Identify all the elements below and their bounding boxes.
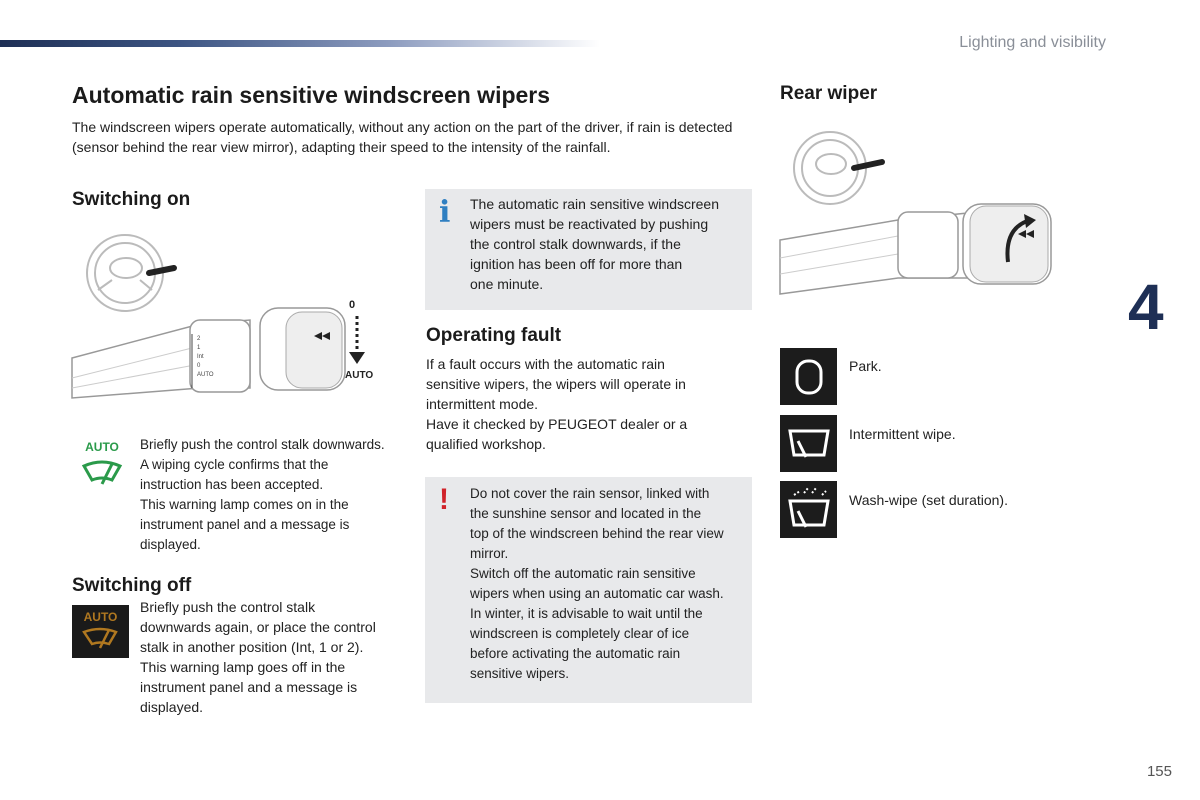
page-number: 155 bbox=[1146, 763, 1172, 780]
auto-lamp-off-label: AUTO bbox=[83, 610, 118, 624]
stalk-pos-2: 2 bbox=[197, 336, 201, 342]
switching-on-heading: Switching on bbox=[72, 189, 191, 210]
info-text: The automatic rain sensitive windscreen wipers must be reactivated by pushing the control stalk downwards, if the ignition has been off for more than one minute. bbox=[470, 196, 720, 292]
auto-lamp-label: AUTO bbox=[85, 440, 119, 454]
intermittent-wipe-icon bbox=[780, 415, 837, 472]
switching-on-text: Briefly push the control stalk downwards. A wiping cycle confirms that the instruction has been accepted. This warning lamp comes on in the instrument panel and a message is displayed. bbox=[140, 437, 385, 552]
intermittent-wipe-label: Intermittent wipe. bbox=[849, 426, 956, 442]
switching-off-heading: Switching off bbox=[72, 575, 192, 596]
front-wiper-stalk-illustration bbox=[70, 228, 410, 408]
rear-wiper-stalk-illustration bbox=[778, 128, 1058, 300]
rear-wiper-heading: Rear wiper bbox=[780, 83, 878, 104]
stalk-pos-int: Int bbox=[197, 354, 204, 360]
stalk-zero-label: 0 bbox=[349, 299, 356, 311]
operating-fault-heading: Operating fault bbox=[426, 325, 562, 346]
park-label: Park. bbox=[849, 358, 882, 374]
wash-wipe-icon bbox=[780, 481, 837, 538]
auto-wiper-lamp-off bbox=[72, 605, 129, 658]
operating-fault-text: If a fault occurs with the automatic rain sensitive wipers, the wipers will operate in intermittent mode. Have it checked by PEUGEOT dealer or a qualified workshop. bbox=[426, 356, 688, 452]
stalk-pos-1: 1 bbox=[197, 345, 201, 351]
section-title: Lighting and visibility bbox=[959, 34, 1106, 51]
stalk-pos-0: 0 bbox=[197, 363, 201, 369]
stalk-auto-label: AUTO bbox=[345, 370, 374, 381]
intro-paragraph: The windscreen wipers operate automatically, without any action on the part of the driver, if rain is detected (sensor behind the rear view mirror), adapting their speed to the intensity of the rainfall. bbox=[72, 119, 733, 155]
switching-off-text: Briefly push the control stalk downwards again, or place the control stalk in another position (Int, 1 or 2). This warning lamp goes off in the instrument panel and a message is displayed. bbox=[140, 599, 376, 715]
wash-wipe-label: Wash-wipe (set duration). bbox=[849, 492, 1008, 508]
auto-wiper-lamp-on bbox=[78, 440, 126, 498]
chapter-number: 4 bbox=[1128, 271, 1164, 343]
info-icon: i bbox=[439, 195, 451, 230]
wiper-icon bbox=[78, 454, 126, 492]
park-icon bbox=[780, 348, 837, 405]
warning-icon: ! bbox=[439, 483, 449, 516]
warning-text: Do not cover the rain sensor, linked with the sunshine sensor and located in the top of the windscreen behind the rear view mirror. Switch off the automatic rain sensitive wipers when using an automatic car wash. In winter, it is advisable to wait until the windscreen is completely clear of ice before activating the automatic rain sensitive wipers. bbox=[470, 486, 724, 681]
stalk-pos-auto: AUTO bbox=[197, 372, 214, 378]
warning-box bbox=[425, 477, 752, 703]
page-title: Automatic rain sensitive windscreen wipers bbox=[72, 82, 551, 108]
header-accent-bar bbox=[0, 40, 600, 47]
info-box bbox=[425, 189, 752, 310]
wiper-icon-off bbox=[72, 624, 129, 654]
